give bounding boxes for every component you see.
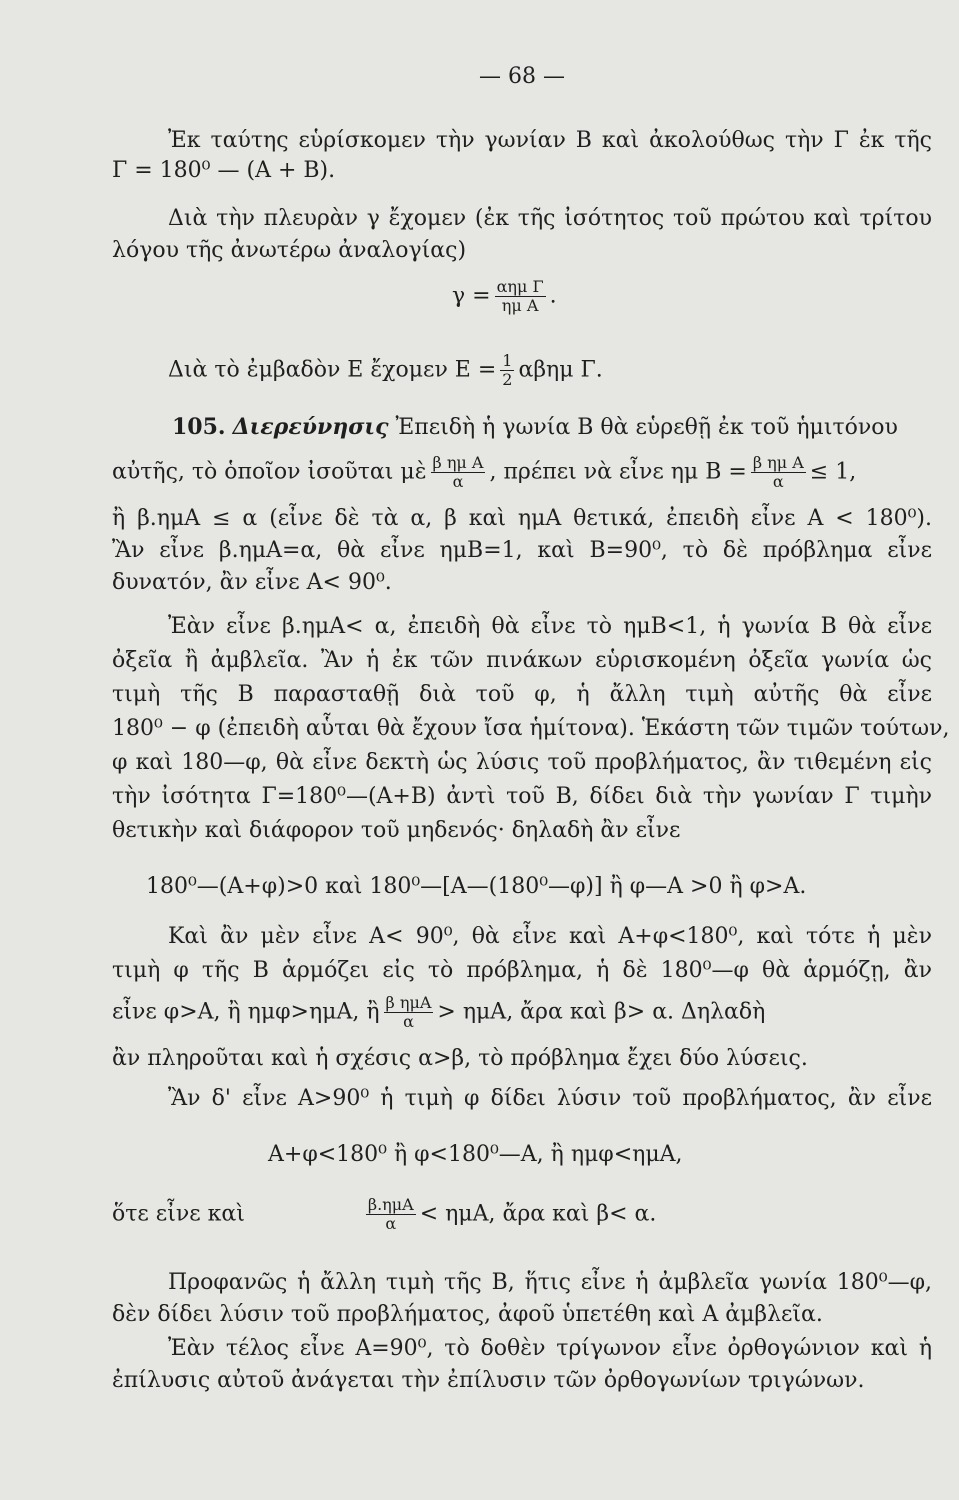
equation-text: ὅτε εἶνε καὶ <box>112 1201 245 1227</box>
equation-text: , πρέπει νὰ εἶνε ημ Β = <box>489 459 747 485</box>
text-line: φ καὶ 180—φ, θὰ εἶνε δεκτὴ ὡς λύσις τοῦ προβλήματος, ἂν τιθεμένη εἰς <box>112 750 932 775</box>
fraction-denominator: α <box>385 1214 397 1233</box>
section-105-heading <box>172 412 936 443</box>
equation-text: εἶνε φ>Α, ἢ ημφ>ημΑ, ἢ <box>112 999 380 1025</box>
text-line: δὲν δίδει λύσιν τοῦ προβλήματος, ἀφοῦ ὑπετέθη καὶ Α ἀμβλεῖα. <box>112 1302 823 1327</box>
equation-text: αὐτῆς, τὸ ὁποῖον ἰσοῦται μὲ <box>112 459 427 485</box>
text-line: Καὶ ἂν μὲν εἶνε Α< 90⁰, θὰ εἶνε καὶ Α+φ<180⁰, καὶ τότε ἡ μὲν <box>168 924 932 949</box>
text-line: Προφανῶς ἡ ἄλλη τιμὴ τῆς Β, ἥτις εἶνε ἡ ἀμβλεῖα γωνία 180⁰—φ, <box>168 1270 932 1295</box>
fraction <box>384 994 434 1031</box>
fraction-denominator: 2 <box>502 370 513 389</box>
text-line: θετικὴν καὶ διάφορον τοῦ μηδενός· δηλαδὴ ἂν εἶνε <box>112 818 681 843</box>
fraction-numerator: 1 <box>502 351 513 370</box>
text-line: τιμὴ φ τῆς Β ἁρμόζει εἰς τὸ πρόβλημα, ἡ δὲ 180⁰—φ θὰ ἁρμόζῃ, ἂν <box>112 958 932 983</box>
fraction-numerator: β ημ Α <box>752 453 804 472</box>
text-line: ἂν πληροῦται καὶ ἡ σχέσις α>β, τὸ πρόβλημα ἔχει δύο λύσεις. <box>112 1046 808 1071</box>
condition-line <box>112 454 932 491</box>
inequality-line: Α+φ<180⁰ ἢ φ<180⁰—Α, ἢ ημφ<ημΑ, <box>268 1142 683 1167</box>
fraction-numerator: β ημ Α <box>432 453 484 472</box>
fraction <box>366 1196 416 1233</box>
equation-text: . <box>549 283 557 309</box>
text-line: Ἂν εἶνε β.ημΑ=α, θὰ εἶνε ημΒ=1, καὶ Β=90⁰, τὸ δὲ πρόβλημα εἶνε <box>112 538 932 563</box>
equation-text: ≤ 1, <box>809 459 857 485</box>
fraction <box>495 278 546 315</box>
fraction <box>431 454 486 491</box>
text-line: Γ = 180⁰ — (Α + Β). <box>112 158 336 183</box>
text-line: 180⁰ − φ (ἐπειδὴ αὗται θὰ ἔχουν ἴσα ἡμίτονα). Ἑκάστη τῶν τιμῶν τούτων, <box>112 716 950 741</box>
text-line: Ἐὰν τέλος εἶνε Α=90⁰, τὸ δοθὲν τρίγωνον εἶνε ὀρθογώνιον καὶ ἡ <box>168 1336 932 1361</box>
text-line: δυνατόν, ἂν εἶνε Α< 90⁰. <box>112 570 392 595</box>
equation-gamma <box>452 278 752 315</box>
fraction <box>500 352 514 389</box>
condition-line <box>112 1196 932 1233</box>
text-line: Διὰ τὴν πλευρὰν γ ἔχομεν (ἐκ τῆς ἰσότητος τοῦ πρώτου καὶ τρίτου <box>168 206 932 231</box>
inequality-line: 180⁰—(Α+φ)>0 καὶ 180⁰—[Α—(180⁰—φ)] ἢ φ—Α >0 ἢ φ>Α. <box>146 874 807 899</box>
equation-text: γ = <box>452 283 491 309</box>
text-line: Ἐὰν εἶνε β.ημΑ< α, ἐπειδὴ θὰ εἶνε τὸ ημΒ<1, ἡ γωνία Β θὰ εἶνε <box>168 614 932 639</box>
condition-line <box>112 994 932 1031</box>
page-number: — 68 — <box>479 64 565 89</box>
text-line: Ἂν δ' εἶνε Α>90⁰ ἡ τιμὴ φ δίδει λύσιν τοῦ προβλήματος, ἂν εἶνε <box>168 1086 932 1111</box>
area-equation <box>168 352 868 389</box>
section-number: 105. <box>172 414 226 440</box>
text-line: ἢ β.ημΑ ≤ α (εἶνε δὲ τὰ α, β καὶ ημΑ θετικά, ἐπειδὴ εἶνε Α < 180⁰). <box>112 506 932 531</box>
fraction-denominator: ημ Α <box>501 296 539 315</box>
text-line: ὀξεῖα ἢ ἀμβλεῖα. Ἂν ἡ ἐκ τῶν πινάκων εὑρισκομένη ὀξεῖα γωνία ὡς <box>112 648 932 673</box>
text-line: τιμὴ τῆς Β παρασταθῇ διὰ τοῦ φ, ἡ ἄλλη τιμὴ αὐτῆς θὰ εἶνε <box>112 682 932 707</box>
equation-text: αβημ Γ. <box>518 357 603 383</box>
section-title: Διερεύνησις <box>232 414 389 440</box>
text-line: τὴν ἰσότητα Γ=180⁰—(Α+Β) ἀντὶ τοῦ Β, δίδει διὰ τὴν γωνίαν Γ τιμὴν <box>112 784 932 809</box>
fraction-numerator: β ημΑ <box>385 993 432 1012</box>
equation-text: Διὰ τὸ ἐμβαδὸν Ε ἔχομεν Ε = <box>168 357 497 383</box>
fraction-numerator: β.ημΑ <box>367 1195 414 1214</box>
fraction-denominator: α <box>403 1012 414 1031</box>
section-text: Ἐπειδὴ ἡ γωνία Β θὰ εὑρεθῇ ἐκ τοῦ ἡμιτόνου <box>395 415 898 440</box>
equation-text: < ημΑ, ἄρα καὶ β< α. <box>419 1201 657 1227</box>
fraction-denominator: α <box>772 472 784 491</box>
text-line: λόγου τῆς ἀνωτέρω ἀναλογίας) <box>112 238 467 263</box>
text-line: Ἐκ ταύτης εὑρίσκομεν τὴν γωνίαν Β καὶ ἀκολούθως τὴν Γ ἐκ τῆς <box>168 128 932 153</box>
fraction-numerator: αημ Γ <box>496 277 544 296</box>
fraction-denominator: α <box>452 472 464 491</box>
equation-text: > ημΑ, ἄρα καὶ β> α. Δηλαδὴ <box>437 999 766 1025</box>
text-line: ἐπίλυσις αὐτοῦ ἀνάγεται τὴν ἐπίλυσιν τῶν ὀρθογωνίων τριγώνων. <box>112 1368 865 1393</box>
fraction <box>751 454 806 491</box>
